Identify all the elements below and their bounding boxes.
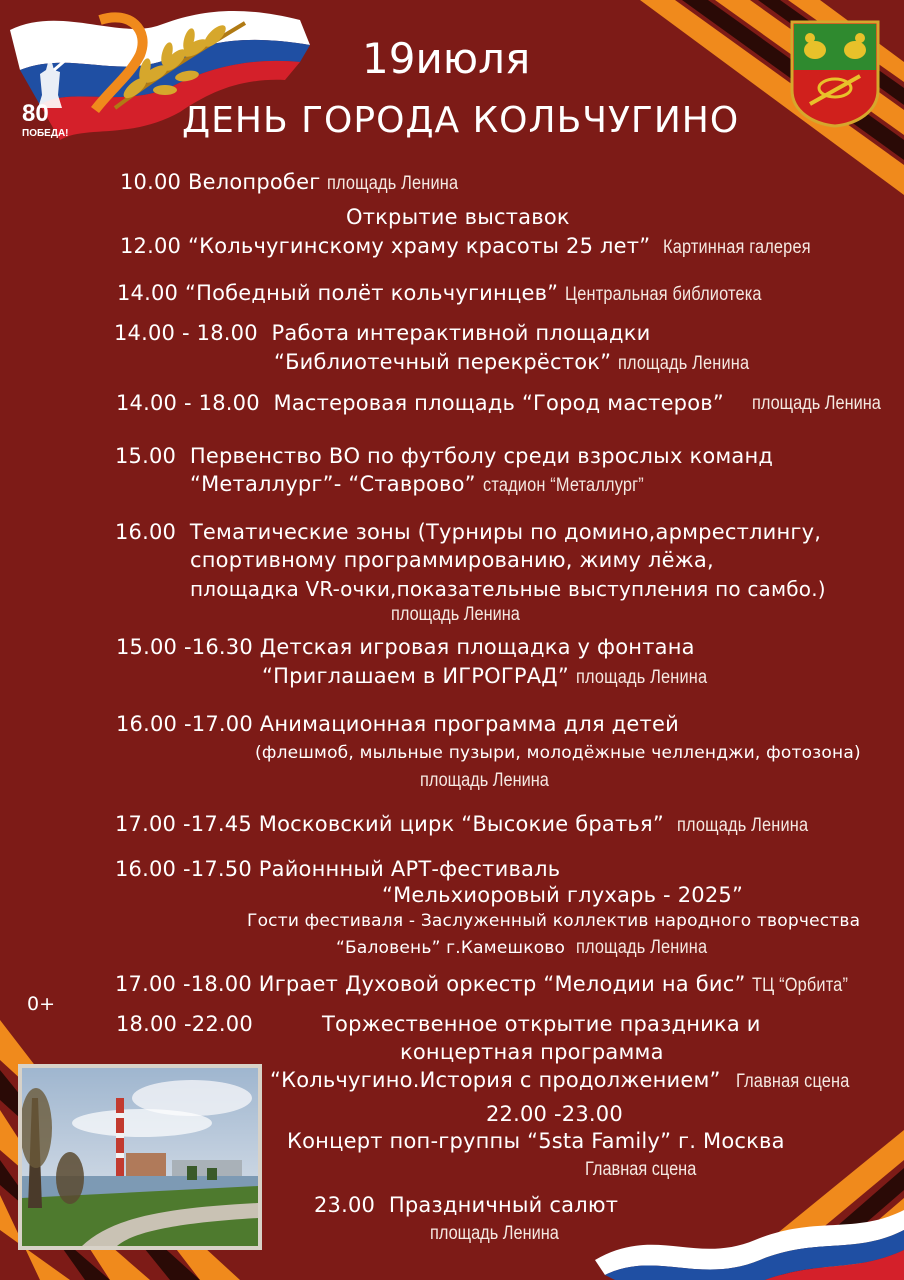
event-time: 12.00 xyxy=(120,234,182,258)
event-venue: площадь Ленина xyxy=(430,1223,559,1244)
event-item xyxy=(116,712,679,736)
event-name3: площадка VR-очки,показательные выступления по самбо.) xyxy=(190,577,826,601)
event-venue: площадь Ленина xyxy=(391,604,520,625)
event-name2: “Металлург”- “Ставрово” xyxy=(190,472,476,496)
badge-number: 80 xyxy=(22,100,49,127)
city-photo xyxy=(18,1064,262,1250)
event-subline xyxy=(336,937,729,959)
event-name: Велопробег xyxy=(188,170,321,194)
event-venue: Главная сцена xyxy=(735,1071,850,1092)
event-time: 10.00 xyxy=(120,170,182,194)
event-time: 22.00 -23.00 xyxy=(486,1102,623,1126)
event-name3: Гости фестиваля - Заслуженный коллектив народного творчества xyxy=(247,911,861,931)
event-name: Играет Духовой оркестр “Мелодии на бис” xyxy=(258,972,746,996)
event-item xyxy=(115,812,829,837)
event-venue: ТЦ “Орбита” xyxy=(752,975,849,996)
event-item xyxy=(115,972,864,997)
event-time: 23.00 xyxy=(314,1193,376,1217)
event-name: Тематические зоны (Турниры по домино,армрестлингу, xyxy=(189,520,822,544)
event-time: 15.00 -16.30 xyxy=(116,635,253,659)
event-time: 17.00 -17.45 xyxy=(115,812,252,836)
event-venue: стадион “Металлург” xyxy=(482,475,644,496)
event-subline xyxy=(262,664,729,689)
event-name: Первенство ВО по футболу среди взрослых команд xyxy=(189,444,774,468)
event-name4: “Баловень” г.Камешково xyxy=(336,938,566,958)
event-item xyxy=(115,520,821,544)
victory-80-badge-icon xyxy=(20,50,80,145)
event-item xyxy=(120,170,480,195)
event-time: 16.00 -17.50 xyxy=(115,857,252,881)
event-name2: “Мельхиоровый глухарь - 2025” xyxy=(382,883,744,907)
event-name2: (флешмоб, мыльные пузыри, молодёжные челленджи, фотозона) xyxy=(255,743,861,763)
city-landscape-image xyxy=(22,1068,258,1246)
event-time: 16.00 xyxy=(115,520,177,544)
event-item xyxy=(116,391,724,415)
event-venue: площадь Ленина xyxy=(618,353,750,374)
event-item xyxy=(114,321,651,345)
event-venue: площадь Ленина xyxy=(752,393,881,414)
event-venue: площадь Ленина xyxy=(676,815,809,836)
event-venue: Центральная библиотека xyxy=(565,284,762,305)
event-time: 14.00 xyxy=(117,281,179,305)
event-subline xyxy=(274,350,771,375)
event-name: Концерт поп-группы “5sta Family” г. Москва xyxy=(287,1129,785,1153)
event-item xyxy=(115,444,773,468)
page-date: 19июля xyxy=(362,34,531,83)
event-time: 17.00 -18.00 xyxy=(115,972,252,996)
event-name: “Победный полёт кольчугинцев” xyxy=(185,281,559,305)
event-name: Торжественное открытие праздника и xyxy=(322,1012,761,1036)
event-item xyxy=(120,234,835,259)
event-name2: спортивному программированию, жиму лёжа, xyxy=(190,548,714,572)
event-name: Детская игровая площадка у фонтана xyxy=(259,635,695,659)
event-venue: Картинная галерея xyxy=(663,237,811,258)
event-venue: площадь Ленина xyxy=(575,667,708,688)
event-name: Анимационная программа для детей xyxy=(259,712,679,736)
event-name2: “Библиотечный перекрёсток” xyxy=(274,350,612,374)
event-subline xyxy=(270,1068,868,1093)
event-item xyxy=(116,635,695,659)
age-rating-badge: 0+ xyxy=(27,993,56,1015)
event-name: Московский цирк “Высокие братья” xyxy=(258,812,664,836)
event-time: 15.00 xyxy=(115,444,177,468)
event-name: Работа интерактивной площадки xyxy=(271,321,651,345)
coat-of-arms-icon xyxy=(790,20,880,128)
event-time: 14.00 - 18.00 xyxy=(114,321,258,345)
event-item xyxy=(314,1193,618,1217)
event-venue: площадь Ленина xyxy=(576,937,708,958)
russian-flag-icon xyxy=(595,1185,904,1280)
badge-text: ПОБЕДА! xyxy=(22,128,69,139)
event-item xyxy=(117,281,794,306)
page-title: ДЕНЬ ГОРОДА КОЛЬЧУГИНО xyxy=(182,100,740,141)
event-name3: “Кольчугино.История с продолжением” xyxy=(270,1068,721,1092)
event-venue: площадь Ленина xyxy=(327,173,459,194)
event-time: 16.00 -17.00 xyxy=(116,712,253,736)
event-time: 14.00 - 18.00 xyxy=(116,391,260,415)
event-venue: площадь Ленина xyxy=(420,770,549,791)
event-name: Праздничный салют xyxy=(388,1193,619,1217)
event-name: Мастеровая площадь “Город мастеров” xyxy=(273,391,724,415)
event-venue: Главная сцена xyxy=(585,1159,697,1180)
event-name2: “Приглашаем в ИГРОГРАД” xyxy=(262,664,569,688)
event-name: Районнный АРТ-фестиваль xyxy=(258,857,561,881)
event-subline xyxy=(190,472,670,497)
event-intro: Открытие выставок xyxy=(346,205,570,229)
event-item xyxy=(115,857,560,881)
event-name: “Кольчугинскому храму красоты 25 лет” xyxy=(188,234,651,258)
event-time: 18.00 -22.00 xyxy=(116,1012,253,1036)
event-name2: концертная программа xyxy=(400,1040,664,1064)
